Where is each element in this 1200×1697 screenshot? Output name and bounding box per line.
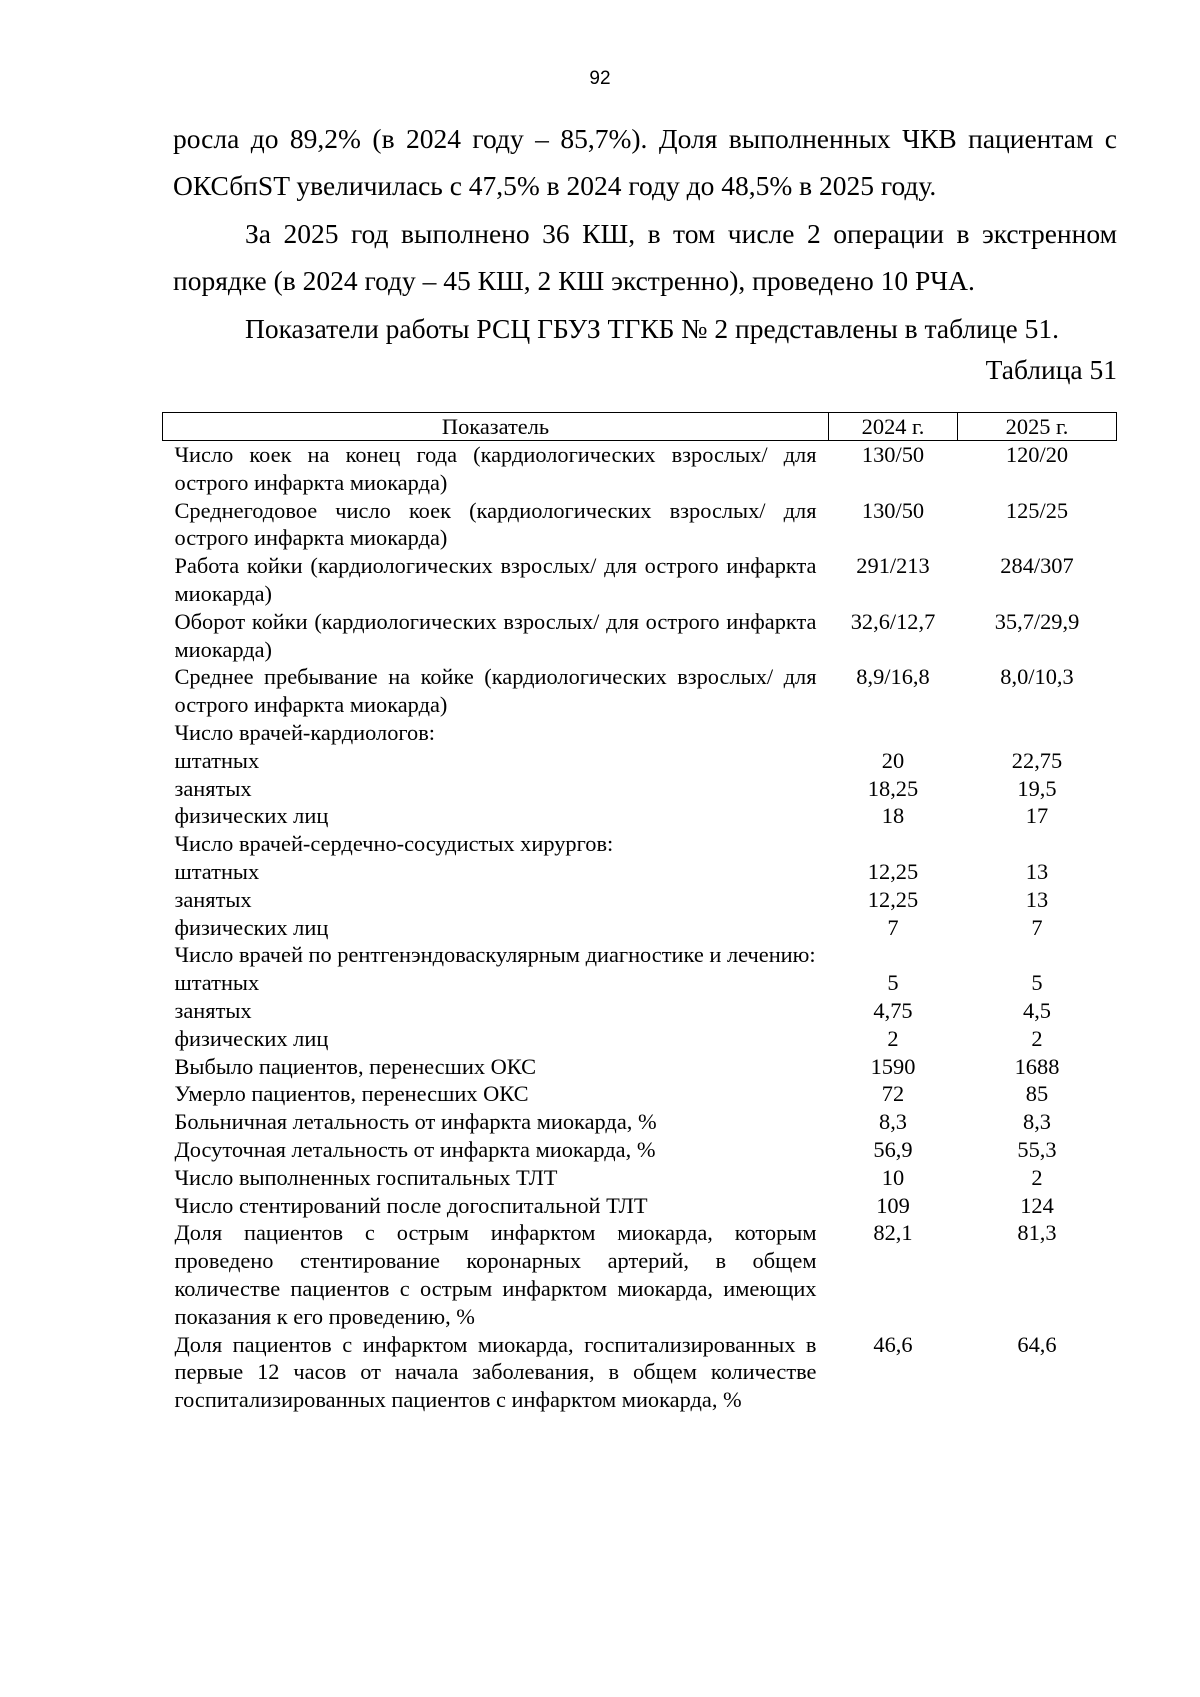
row-label: Число стентирований после догоспитальной ТЛТ: [174, 1192, 648, 1218]
value-2024: 18: [881, 803, 905, 829]
table-row: [163, 1164, 1117, 1192]
value-2025: 17: [1025, 803, 1049, 829]
value-2024: 130/50: [861, 497, 925, 523]
row-label: физических лиц: [174, 803, 329, 829]
value-2025: 13: [1025, 858, 1049, 884]
row-label: штатных: [174, 747, 260, 773]
value-2024: 12,25: [867, 886, 919, 912]
value-2024: [829, 830, 958, 858]
table-row: [163, 1192, 1117, 1220]
value-2024: 20: [881, 747, 905, 773]
value-2024: 56,9: [873, 1136, 913, 1162]
table-row: [163, 802, 1117, 830]
value-2024: 18,25: [867, 775, 919, 801]
row-label: Больничная летальность от инфаркта миокарда, %: [174, 1109, 657, 1135]
value-2025: 64,6: [1017, 1331, 1057, 1357]
value-2025: 4,5: [1023, 997, 1051, 1023]
table-row: [163, 858, 1117, 886]
value-2025: [958, 719, 1117, 747]
value-2024: 10: [881, 1164, 905, 1190]
value-2024: 2: [887, 1025, 899, 1051]
header-indicator: Показатель: [163, 413, 829, 441]
value-2025: 124: [1020, 1192, 1054, 1218]
row-label: Число выполненных госпитальных ТЛТ: [174, 1164, 558, 1190]
value-2024: 72: [881, 1081, 905, 1107]
row-label: Число врачей-кардиологов:: [174, 719, 436, 745]
row-label: Выбыло пациентов, перенесших ОКС: [174, 1053, 537, 1079]
row-label: Число врачей-сердечно-сосудистых хирургов:: [174, 831, 614, 857]
table-row: [163, 1331, 1117, 1414]
value-2024: 8,3: [879, 1109, 907, 1135]
indicators-table-wrapper: [162, 412, 1117, 1414]
table-row: [163, 1108, 1117, 1136]
value-2025: 120/20: [1005, 442, 1069, 467]
value-2025: 2: [1031, 1164, 1043, 1190]
table-row: [163, 997, 1117, 1025]
value-2025: 19,5: [1017, 775, 1057, 801]
row-label: физических лиц: [174, 1025, 329, 1051]
value-2025: 85: [1025, 1081, 1049, 1107]
value-2025: [958, 941, 1117, 969]
table-row: [163, 441, 1117, 497]
value-2024: [829, 941, 958, 969]
indicators-table: [162, 412, 1117, 1414]
value-2025: 55,3: [1017, 1136, 1057, 1162]
value-2025: 35,7/29,9: [994, 608, 1080, 634]
table-row: [163, 914, 1117, 942]
header-2024: 2024 г.: [829, 413, 958, 441]
value-2025: [958, 830, 1117, 858]
row-label: штатных: [174, 858, 260, 884]
table-row: [163, 747, 1117, 775]
row-label: Умерло пациентов, перенесших ОКС: [174, 1081, 529, 1107]
row-label: занятых: [174, 775, 252, 801]
value-2024: 109: [876, 1192, 910, 1218]
value-2025: 1688: [1014, 1053, 1060, 1079]
value-2025: 284/307: [1000, 553, 1074, 579]
value-2025: 13: [1025, 886, 1049, 912]
value-2025: 8,0/10,3: [1000, 664, 1074, 690]
value-2024: 1590: [870, 1053, 916, 1079]
table-row: [163, 1219, 1117, 1330]
value-2024: 4,75: [873, 997, 913, 1023]
table-row: [163, 1136, 1117, 1164]
row-label: занятых: [174, 997, 252, 1023]
table-row: [163, 969, 1117, 997]
table-row: [163, 1080, 1117, 1108]
value-2024: 46,6: [873, 1331, 913, 1357]
row-label: Среднее пребывание на койке (кардиологических взрослых/ для острого инфаркта миокарда): [174, 664, 817, 718]
row-label: Доля пациентов с инфарктом миокарда, госпитализированных в первые 12 часов от начала заболевания, в общем количестве госпитализированных пациентов с инфарктом миокарда, %: [174, 1331, 817, 1413]
value-2024: 32,6/12,7: [850, 608, 936, 634]
row-label: Среднегодовое число коек (кардиологических взрослых/ для острого инфаркта миокарда): [174, 497, 817, 551]
table-header-row: [163, 413, 1117, 441]
value-2024: 82,1: [873, 1220, 913, 1246]
row-label: физических лиц: [174, 914, 329, 940]
value-2024: 291/213: [856, 553, 930, 579]
paragraph-2: За 2025 год выполнено 36 КШ, в том числе 2 операции в экстренном порядке (в 2024 году – 45 КШ, 2 КШ экстренно), проведено 10 РЧА.: [173, 218, 1117, 296]
row-label: Число врачей по рентгенэндоваскулярным диагностике и лечению:: [174, 942, 816, 968]
table-row: [163, 775, 1117, 803]
value-2025: 2: [1031, 1025, 1043, 1051]
value-2024: 7: [887, 914, 899, 940]
page-number: 92: [589, 68, 611, 89]
row-label: штатных: [174, 970, 260, 996]
value-2024: [829, 719, 958, 747]
table-body: [163, 441, 1117, 1414]
row-label: Оборот койки (кардиологических взрослых/ для острого инфаркта миокарда): [174, 608, 817, 662]
value-2025: 22,75: [1011, 747, 1063, 773]
table-row: [163, 830, 1117, 858]
row-label: Работа койки (кардиологических взрослых/ для острого инфаркта миокарда): [174, 553, 817, 606]
table-row: [163, 941, 1117, 969]
value-2024: 12,25: [867, 858, 919, 884]
row-label: Доля пациентов с острым инфарктом миокарда, которым проведено стентирование коронарных артерий, в общем количестве пациентов с острым инфарктом миокарда, имеющих показания к его проведению, %: [174, 1220, 817, 1329]
table-row: [163, 552, 1117, 608]
table-row: [163, 608, 1117, 664]
table-row: [163, 1025, 1117, 1053]
table-row: [163, 719, 1117, 747]
table-row: [163, 1053, 1117, 1081]
row-label: Число коек на конец года (кардиологических взрослых/ для острого инфаркта миокарда): [174, 442, 817, 495]
value-2025: 5: [1031, 970, 1043, 996]
table-row: [163, 663, 1117, 719]
table-row: [163, 497, 1117, 553]
value-2024: 5: [887, 970, 899, 996]
row-label: Досуточная летальность от инфаркта миокарда, %: [174, 1136, 656, 1162]
row-label: занятых: [174, 886, 252, 912]
value-2025: 7: [1031, 914, 1043, 940]
paragraph-1: росла до 89,2% (в 2024 году – 85,7%). Доля выполненных ЧКВ пациентам с ОКСбпST увеличилась с 47,5% в 2024 году до 48,5% в 2025 году.: [173, 123, 1117, 201]
header-2025: 2025 г.: [958, 413, 1117, 441]
value-2025: 81,3: [1017, 1220, 1057, 1246]
value-2025: 125/25: [1005, 497, 1069, 523]
table-row: [163, 886, 1117, 914]
value-2025: 8,3: [1023, 1109, 1051, 1135]
value-2024: 130/50: [861, 442, 925, 467]
value-2024: 8,9/16,8: [856, 664, 930, 690]
paragraph-3: Показатели работы РСЦ ГБУЗ ТГКБ № 2 представлены в таблице 51.: [245, 313, 1060, 344]
table-caption: Таблица 51: [985, 354, 1117, 385]
